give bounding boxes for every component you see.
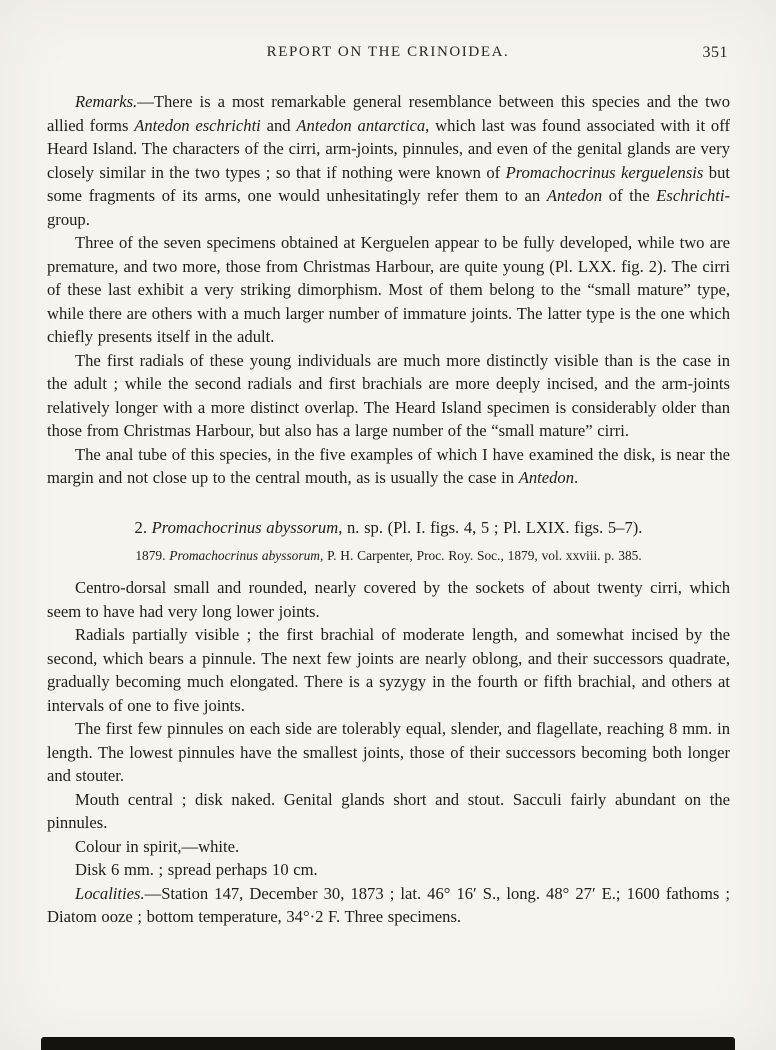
scan-artifact-bar [41, 1037, 735, 1050]
italic-text-run: Antedon antarctica [296, 115, 426, 135]
text-run: The first radials of these young individuals are much more distinctly visible than is the case in the adult ; while the second radials and first brachials are more deeply incised, and the arm-joints relatively longer with a more distinct overlap. The Heard Island specimen is considerably older than those from Christmas Harbour, but also has a large number of the “small mature” cirri. [47, 350, 730, 440]
italic-text-run: Promachocrinus kerguelensis [505, 162, 704, 182]
page-body [47, 90, 730, 929]
species-heading [47, 516, 730, 540]
text-run: Three of the seven specimens obtained at Kerguelen appear to be fully developed, while two are premature, and two more, those from Christmas Harbour, are quite young (Pl. LXX. fig. 2). The cirri of these last exhibit a very striking dimorphism. Most of them belong to the “small mature” type, while there are others with a much larger number of immature joints. The latter type is the one which chiefly presents itself in the adult. [47, 233, 730, 346]
italic-text-run: Promachocrinus abyssorum [151, 517, 339, 537]
paragraph-localities [47, 882, 730, 929]
text-run: 1879. [135, 548, 170, 563]
italic-text-run: Eschrichti [656, 186, 725, 205]
italic-text-run: Localities. [75, 883, 145, 903]
page-number: 351 [702, 44, 728, 61]
text-run: Mouth central ; disk naked. Genital glands short and stout. Sacculi fairly abundant on the pinnules. [47, 789, 730, 832]
text-run: , which last was found associated with it off Heard Island. The characters of the cirri, arm-joints, pinnules, and even of the genital glands are very closely similar in the two types ; so that if nothing were known of [47, 115, 730, 182]
paragraph-centro-dorsal [47, 576, 730, 623]
paragraph-radials [47, 623, 730, 717]
text-run: —Station 147, December 30, 1873 ; lat. 46° 16′ S., long. 48° 27′ E.; 1600 fathoms ; Diatom ooze ; bottom temperature, 34°·2 F. Three specimens. [47, 883, 730, 926]
text-run: The first few pinnules on each side are tolerably equal, slender, and flagellate, reaching 8 mm. in length. The lowest pinnules have the smallest joints, those of their successors becoming both longer and stouter. [47, 719, 730, 785]
text-run: Radials partially visible ; the first brachial of moderate length, and somewhat incised by the second, which bears a pinnule. The next few joints are nearly oblong, and their successors quadrate, gradually becoming much elongated. There is a syzygy in the fourth or fifth brachial, and others at intervals of one to five joints. [47, 625, 730, 715]
running-header-title: REPORT ON THE CRINOIDEA. [266, 44, 510, 60]
text-run: of the [602, 186, 657, 205]
text-run: and [260, 115, 297, 135]
text-run: 2. [134, 517, 152, 537]
running-header [0, 44, 776, 64]
text-run: but some fragments of its arms, one would unhesitatingly refer them to an [47, 162, 730, 205]
paragraph-specimens [47, 231, 730, 349]
text-run: The anal tube of this species, in the five examples of which I have examined the disk, is near the margin and not close up to the central mouth, as is usually the case in [47, 444, 730, 487]
text-run: Disk 6 mm. ; spread perhaps 10 cm. [75, 860, 318, 879]
text-run: -group. [47, 186, 730, 229]
italic-text-run: Promachocrinus abyssorum [169, 548, 320, 563]
text-run: . [574, 468, 579, 487]
species-citation [47, 546, 730, 566]
paragraph-first-radials [47, 349, 730, 443]
paragraph-disk [47, 858, 730, 882]
italic-text-run: Antedon [546, 186, 603, 205]
text-run: —There is a most remarkable general resemblance between this species and the two allied forms [47, 92, 730, 135]
paragraph-remarks [47, 90, 730, 231]
paragraph-mouth [47, 788, 730, 835]
paragraph-anal-tube [47, 443, 730, 490]
italic-text-run: Antedon eschrichti [134, 115, 261, 135]
paragraph-colour [47, 835, 730, 859]
paragraph-pinnules [47, 717, 730, 788]
text-run: Centro-dorsal small and rounded, nearly covered by the sockets of about twenty cirri, which seem to have had very long lower joints. [47, 578, 730, 621]
text-run: , P. H. Carpenter, Proc. Roy. Soc., 1879, vol. xxviii. p. 385. [319, 548, 642, 563]
italic-text-run: Antedon [518, 468, 575, 487]
text-run: , n. sp. (Pl. I. figs. 4, 5 ; Pl. LXIX. figs. 5–7). [338, 517, 643, 537]
italic-text-run: Remarks. [75, 92, 138, 111]
text-run: Colour in spirit,—white. [75, 836, 240, 856]
